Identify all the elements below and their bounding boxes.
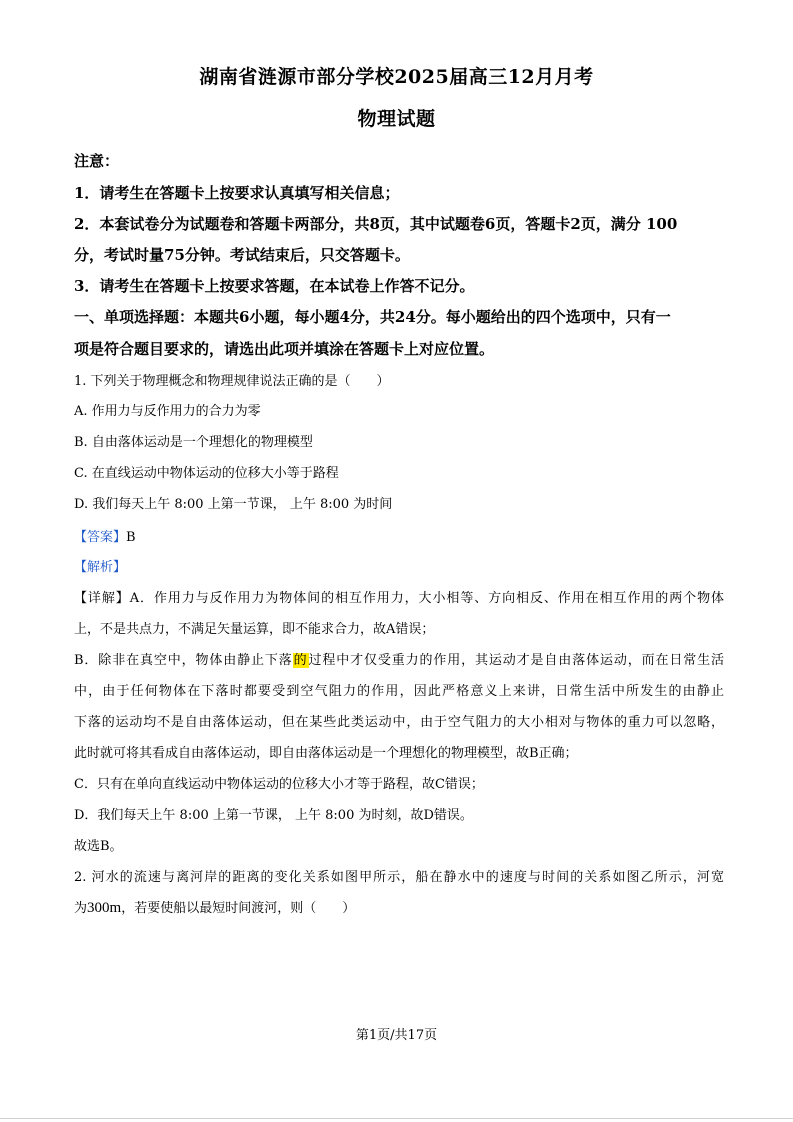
conclusion-line: 故选B。 bbox=[74, 839, 123, 854]
q2-text: 为 bbox=[74, 901, 88, 916]
question-2-stem: 2. 河水的流速与离河岸的距离的变化关系如图甲所示，船在静水中的速度与时间的关系如图乙所示，河宽 bbox=[74, 870, 724, 885]
notice-item: 3．请考生在答题卡上按要求答题，在本试卷上作答不记分。 bbox=[74, 277, 475, 295]
exam-title: 湖南省涟源市部分学校2025届高三12月月考 bbox=[199, 66, 594, 88]
page-footer: 第1页/共17页 bbox=[355, 1028, 438, 1043]
question-1-option-a: A. 作用力与反作用力的合力为零 bbox=[74, 404, 261, 419]
notice-item: 分，考试时量75分钟。考试结束后，只交答题卡。 bbox=[74, 246, 410, 264]
detail-line: 中，由于任何物体在下落时都要受到空气阻力的作用，因此严格意义上来讲，日常生活中所发生的由静止 bbox=[74, 684, 724, 699]
question-2-stem-cont bbox=[74, 897, 355, 917]
answer-tag: 【答案】 bbox=[74, 530, 127, 545]
question-1-option-b: B. 自由落体运动是一个理想化的物理模型 bbox=[74, 435, 313, 450]
answer-line bbox=[74, 526, 136, 545]
detail-text: 过程中才仅受重力的作用，其运动才是自由落体运动，而在日常生活 bbox=[308, 653, 724, 668]
question-1-option-d: D. 我们每天上午 8:00 上第一节课， 上午 8:00 为时间 bbox=[74, 497, 393, 512]
section-instruction: 项是符合题目要求的，请选出此项并填涂在答题卡上对应位置。 bbox=[74, 340, 495, 358]
analysis-tag: 【解析】 bbox=[74, 560, 127, 575]
detail-line: 下落的运动均不是自由落体运动，但在某些此类运动中，由于空气阻力的大小相对与物体的重力可以忽略， bbox=[74, 715, 724, 730]
highlight-mark: 的 bbox=[293, 653, 308, 668]
detail-line bbox=[74, 587, 724, 606]
notice-item: 2．本套试卷分为试题卷和答题卡两部分，共8页，其中试题卷6页，答题卡2页，满分 100 bbox=[74, 215, 678, 233]
bottom-divider bbox=[0, 1118, 793, 1119]
detail-line: D．我们每天上午 8:00 上第一节课， 上午 8:00 为时刻，故D错误。 bbox=[74, 808, 473, 823]
detail-line bbox=[74, 649, 724, 668]
q2-text: ，若要使船以最短时间渡河，则（ ） bbox=[121, 901, 356, 916]
exam-subject: 物理试题 bbox=[357, 108, 436, 130]
detail-line: C．只有在单向直线运动中物体运动的位移大小才等于路程，故C错误； bbox=[74, 777, 484, 792]
question-1-option-c: C. 在直线运动中物体运动的位移大小等于路程 bbox=[74, 466, 339, 481]
detail-text: B．除非在真空中，物体由静止下落 bbox=[74, 653, 293, 668]
detail-tag: 【详解】 bbox=[74, 591, 130, 606]
detail-line: 上，不是共点力，不满足矢量运算，即不能求合力，故A错误； bbox=[74, 622, 435, 637]
detail-line: 此时就可将其看成自由落体运动，即自由落体运动是一个理想化的物理模型，故B正确； bbox=[74, 746, 578, 761]
answer-value: B bbox=[126, 530, 136, 545]
notice-heading: 注意： bbox=[74, 152, 120, 170]
river-width-value: 300m bbox=[87, 900, 122, 916]
section-heading: 一、单项选择题：本题共6小题，每小题4分，共24分。每小题给出的四个选项中，只有一 bbox=[74, 308, 671, 326]
question-1-stem: 1. 下列关于物理概念和物理规律说法正确的是（ ） bbox=[74, 374, 390, 389]
detail-text: A．作用力与反作用力为物体间的相互作用力，大小相等、方向相反、作用在相互作用的两个物体 bbox=[129, 591, 724, 606]
notice-item: 1．请考生在答题卡上按要求认真填写相关信息； bbox=[74, 184, 400, 202]
